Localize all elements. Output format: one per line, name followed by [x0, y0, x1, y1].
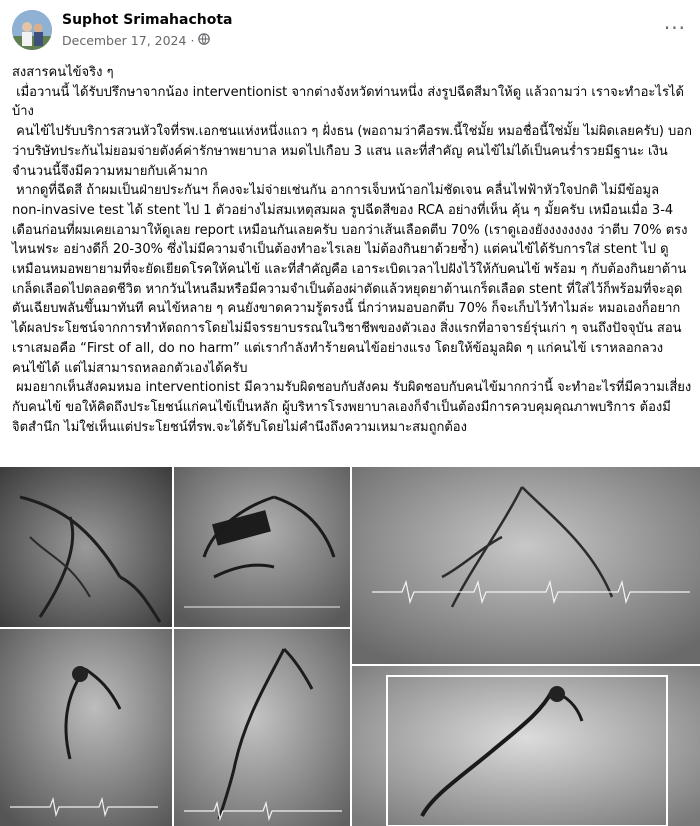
paragraph: หากดูที่ฉีดสี ถ้าผมเป็นฝ่ายประกันฯ ก็คงจะไม่จ่ายเช่นกัน อาการเจ็บหน้าอกไม่ชัดเจน คลื่นไฟฟ้าหัวใจปกติ ไม่มีข้อมูล non-invasive test ได้ stent ไป 1 ตัวอย่างไม่สมเหตุสมผล รูปฉีดสีของ RCA อย่างที่เห็น คุ้น ๆ มั้ยครับ เหมือนเมื่อ 3-4 เดือนก่อนที่ผมเคยเอามาให้ดูเลย report เหมือนกันเลยครับ บอกว่าเส้นเลือดตีบ 70% (เราดูเองยังงงงงงงง ว่าตีบ 70% ตรงไหนฟระ อย่างดีก็ 20-30% ซึ่งไม่มีความจำเป็นต้องทำอะไรเลย ไม่ต้องกินยาด้วยซ้ำ) แต่คนไข้ได้รับการใส่ stent ไป ดูเหมือนหมอพยายามที่จะยัดเยียดโรคให้คนไข้ และที่สำคัญคือ เอาระเบิดเวลาไปฝังไว้ให้กับคนไข้ พร้อม ๆ กับต้องกินยาต้านเกล็ดเลือดไปตลอดชีวิต หากวันไหนลืมหรือมีความจำเป็นต้องผ่าตัดแล้วหยุดยาต้านเกร็ดเลือด stent ที่ใส่ไว้ก็พร้อมที่จะอุดตันเฉียบพลันขึ้นมาทันที คนไข้หลาย ๆ คนยังขาดความรู้ตรงนี้ นี่กว่าหมอบอกตีบ 70% ก็จะเก็บไว้ทำไมล่ะ หมอเองก็อยากได้ผลประโยชน์จากการทำหัตถการโดยไม่มีจรรยาบรรณในวิชาชีพของตัวเอง สิ่งแรกที่อาจารย์รุ่นเก่า ๆ จนถึงปัจจุบัน สอนเราเสมอคือ “First of all, do no harm” แต่เรากำลังทำร้ายคนไข้อย่างแรง โดยให้ข้อมูลผิด ๆ แก่คนไข้ เราหลอกลวงคนไข้ได้ แต่ไม่สามารถหลอกตัวเองได้ครับ — [12, 183, 688, 376]
post-date[interactable]: December 17, 2024 — [62, 33, 187, 48]
globe-icon[interactable] — [198, 33, 210, 48]
angiogram-photo-4[interactable] — [0, 629, 172, 826]
angiogram-photo-2[interactable] — [174, 467, 350, 627]
avatar[interactable] — [12, 10, 52, 50]
angiogram-photo-6[interactable] — [352, 666, 700, 826]
more-horizontal-icon[interactable]: ··· — [663, 16, 686, 40]
paragraph: เมื่อวานนี้ ได้รับปรึกษาจากน้อง interventionist จากต่างจังหวัดท่านหนึ่ง ส่งรูปฉีดสีมาให้ดู แล้วถามว่า เราจะทำอะไรได้บ้าง — [12, 84, 684, 120]
photo-grid — [0, 467, 700, 826]
angiogram-photo-1[interactable] — [0, 467, 172, 627]
author-name[interactable]: Suphot Srimahachota — [62, 12, 233, 28]
paragraph: ผมอยากเห็นสังคมหมอ interventionist มีความรับผิดชอบกับสังคม รับผิดชอบกับคนไข้มากกว่านี้ จะทำอะไรที่มีความเสี่ยงกับคนไข้ ขอให้คิดถึงประโยชน์แก่คนไข้เป็นหลัก ผู้บริหารโรงพยาบาลเองก็จำเป็นต้องมีการควบคุมคุณภาพบริการ ต้องมีจิตสำนึก ไม่ใช่เห็นแต่ประโยชน์ที่รพ.จะได้รับโดยไม่คำนึงถึงความเหมาะสมถูกต้อง — [12, 380, 692, 435]
post-text — [12, 63, 692, 437]
angiogram-photo-3[interactable] — [352, 467, 700, 664]
meta-separator: · — [190, 33, 195, 48]
post-header — [12, 10, 688, 54]
paragraph: คนไข้ไปรับบริการสวนหัวใจที่รพ.เอกชนแห่งหนึ่งแถว ๆ ฝั่งธน (พอถามว่าคือรพ.นี้ใช่มั้ย หมอชื่อนี้ใช่มั้ย ไม่ผิดเลยครับ) บอกว่าบริษัทประกันไม่ยอมจ่ายตังค์ค่ารักษาพยาบาล หมดไปเกือบ 3 แสน และที่สำคัญ คนไข้ไม่ได้เป็นคนร่ำรวยมีฐานะ เงินจำนวนนี้จึงมีความหมายกับเค้ามาก — [12, 124, 692, 179]
angiogram-photo-5[interactable] — [174, 629, 350, 826]
paragraph: สงสารคนไข้จริง ๆ — [12, 65, 114, 80]
post-meta — [62, 33, 210, 48]
